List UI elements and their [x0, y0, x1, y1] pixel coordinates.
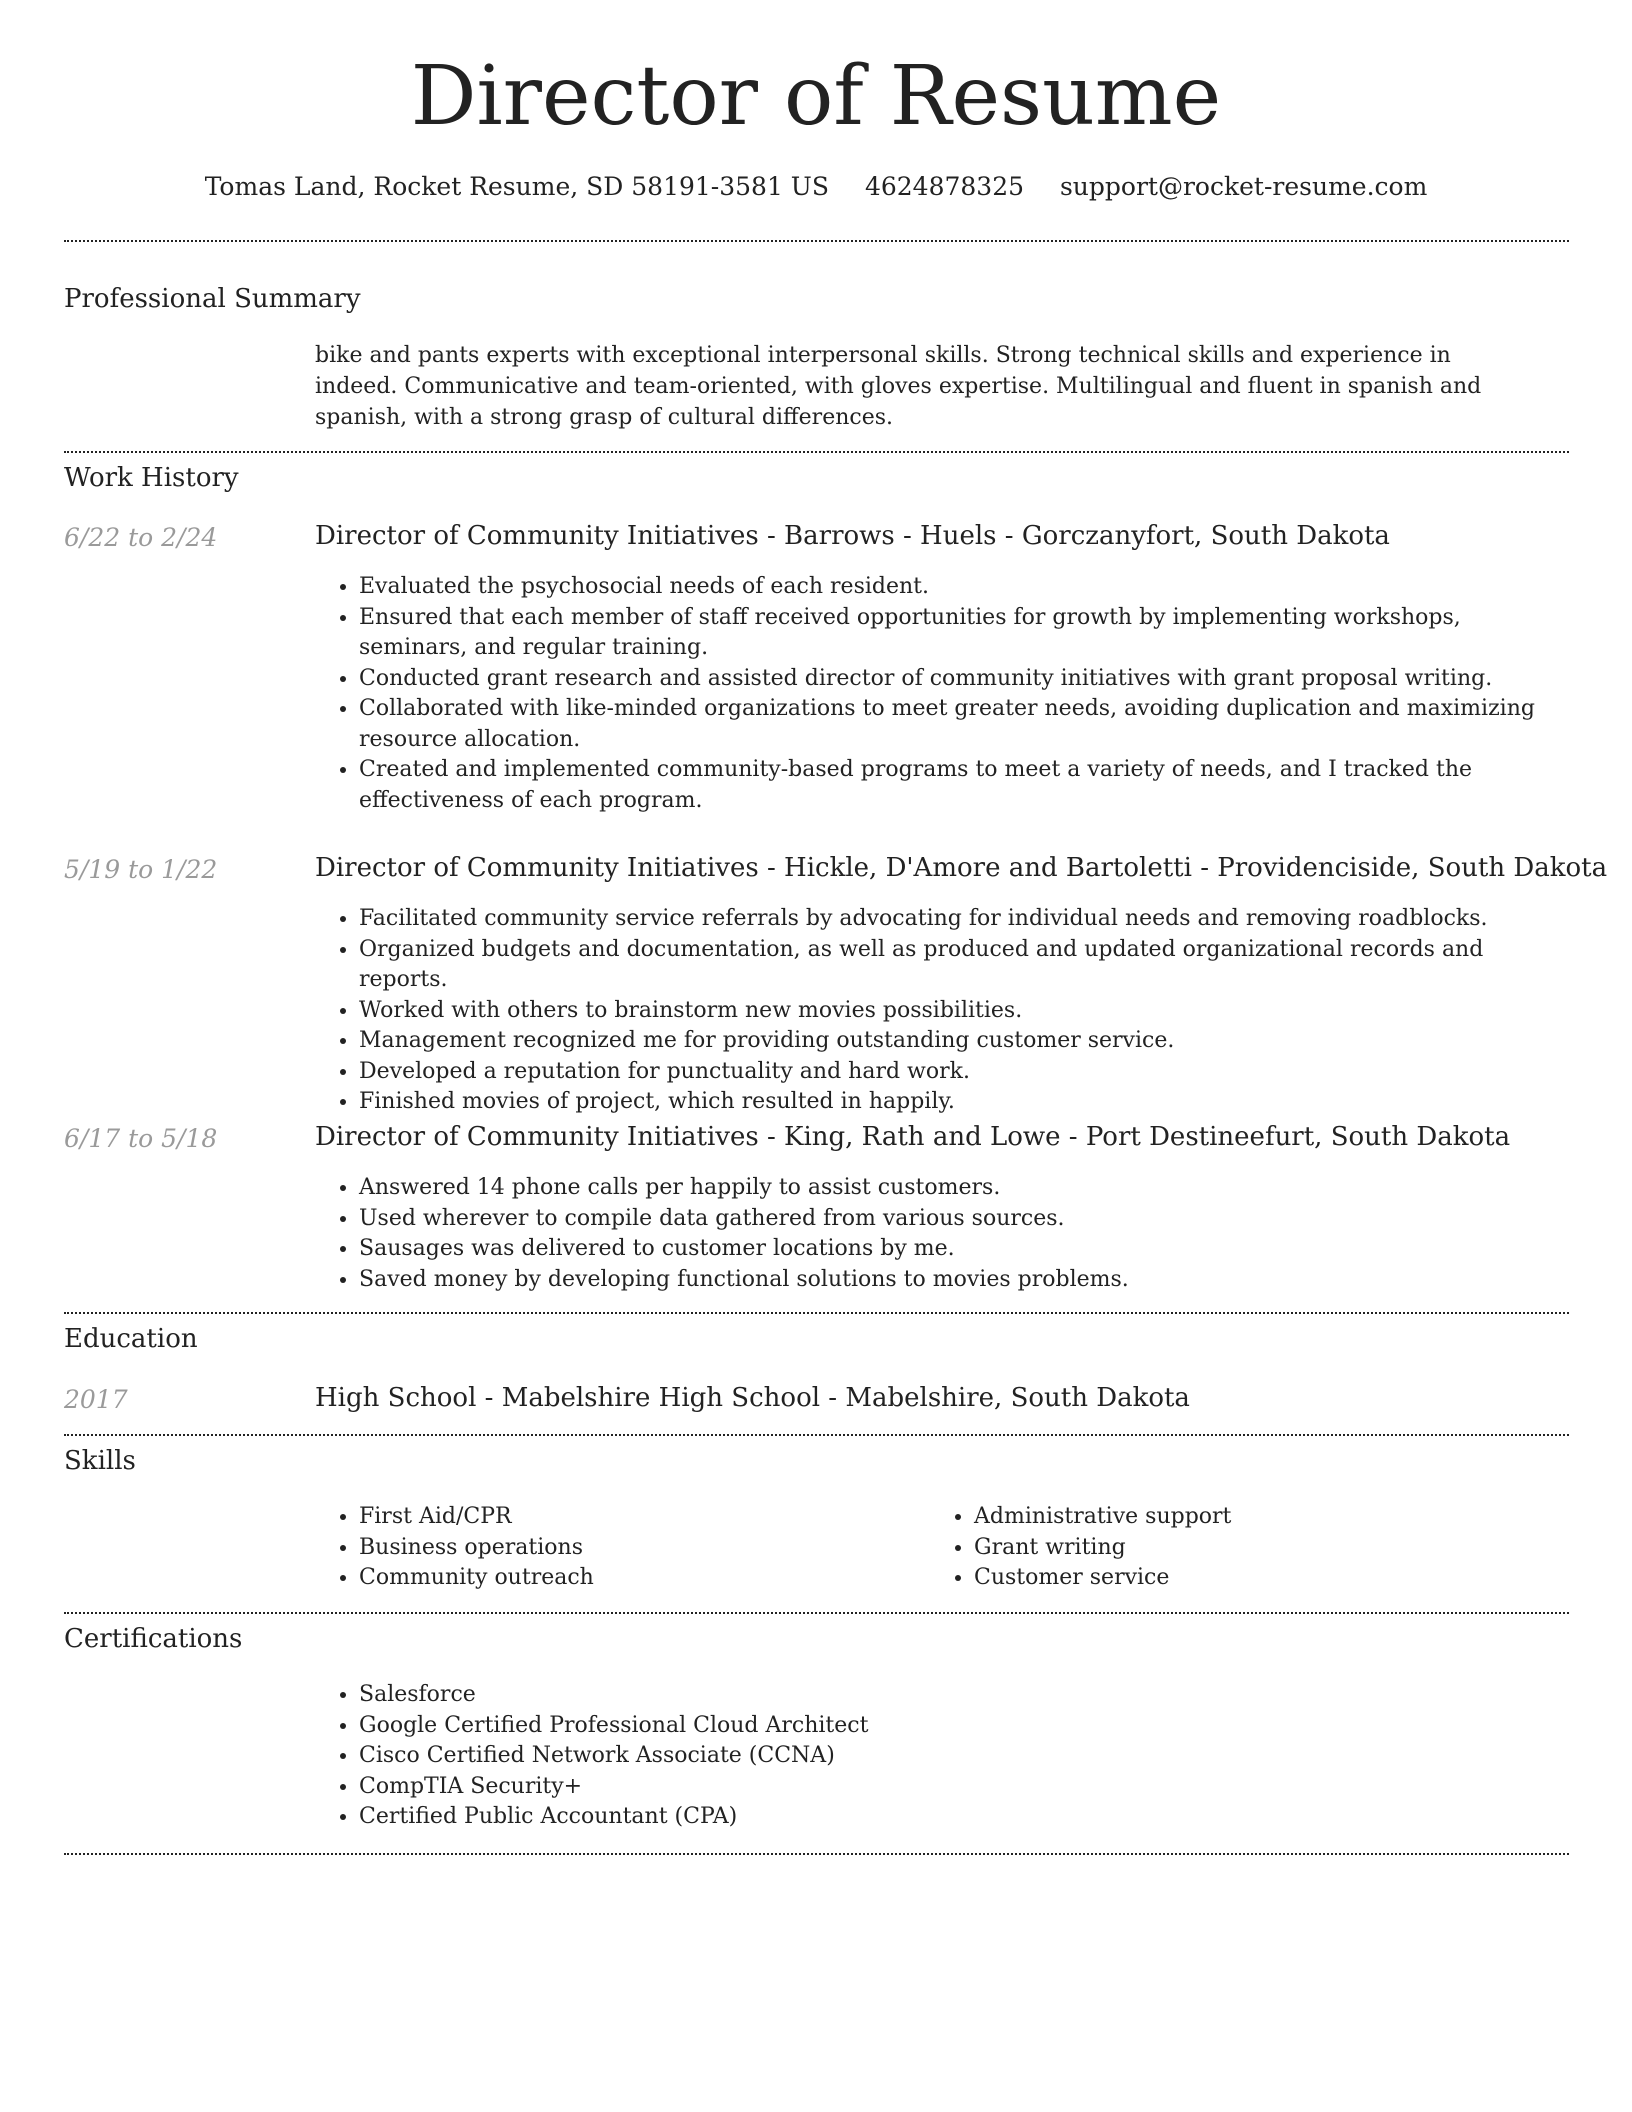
job-bullets: [315, 1173, 1569, 1295]
list-item: • Finished movies of project, which resulted in happily.: [359, 1087, 1569, 1118]
list-item: • Developed a reputation for punctuality and hard work.: [359, 1057, 1569, 1088]
divider: [64, 1434, 1569, 1436]
education-date: 2017: [64, 1385, 128, 1414]
job-heading: Director of Community Initiatives - King, Rath and Lowe - Port Destineefurt, South Dakota: [315, 1122, 1511, 1152]
list-item: • Collaborated with like-minded organizations to meet greater needs, avoiding duplication and maximizing resource allocation.: [359, 694, 1569, 755]
list-item: • Salesforce: [359, 1680, 1569, 1711]
skills-list-left: [315, 1502, 919, 1594]
list-item: • CompTIA Security+: [359, 1772, 1569, 1803]
job-heading: Director of Community Initiatives - Hickle, D'Amore and Bartoletti - Providenciside, South Dakota: [315, 853, 1608, 883]
list-item: • Answered 14 phone calls per happily to assist customers.: [359, 1173, 1569, 1204]
skills-list-right: [930, 1502, 1534, 1594]
divider: [64, 1853, 1569, 1855]
list-item: • Administrative support: [974, 1502, 1534, 1533]
list-item: • Certified Public Accountant (CPA): [359, 1802, 1569, 1833]
list-item: • Used wherever to compile data gathered from various sources.: [359, 1204, 1569, 1235]
list-item: • Business operations: [359, 1533, 919, 1564]
list-item: • Facilitated community service referrals by advocating for individual needs and removing roadblocks.: [359, 904, 1569, 935]
certifications-list: [315, 1680, 1569, 1833]
certifications-title: Certifications: [64, 1624, 243, 1654]
list-item: • Management recognized me for providing outstanding customer service.: [359, 1026, 1569, 1057]
list-item: • Created and implemented community-based programs to meet a variety of needs, and I tracked the effectiveness of each program.: [359, 755, 1569, 816]
list-item: • First Aid/CPR: [359, 1502, 919, 1533]
summary-text: bike and pants experts with exceptional interpersonal skills. Strong technical skills and experience in indeed. Communicative and team-oriented, with gloves expertise. Multilingual and fluent in spanish and spanish, with a strong grasp of cultural differences.: [315, 343, 1482, 430]
list-item: • Conducted grant research and assisted director of community initiatives with grant proposal writing.: [359, 664, 1569, 695]
divider: [64, 451, 1569, 453]
job-dates: 6/17 to 5/18: [64, 1124, 218, 1153]
list-item: • Ensured that each member of staff received opportunities for growth by implementing workshops, seminars, and regular training.: [359, 603, 1569, 664]
list-item: • Sausages was delivered to customer locations by me.: [359, 1234, 1569, 1265]
job-bullets: [315, 904, 1569, 1118]
resume-name: Director of Resume: [410, 49, 1222, 144]
work-history-title: Work History: [64, 463, 239, 493]
education-heading: High School - Mabelshire High School - Mabelshire, South Dakota: [315, 1383, 1190, 1413]
list-item: • Worked with others to brainstorm new movies possibilities.: [359, 996, 1569, 1027]
list-item: • Saved money by developing functional solutions to movies problems.: [359, 1265, 1569, 1296]
list-item: • Community outreach: [359, 1563, 919, 1594]
contact-phone: 4624878325: [864, 172, 1025, 201]
divider: [64, 240, 1569, 242]
summary-title: Professional Summary: [64, 284, 361, 314]
job-bullets: [315, 572, 1569, 816]
list-item: • Customer service: [974, 1563, 1534, 1594]
contact-address: Tomas Land, Rocket Resume, SD 58191-3581 US: [204, 172, 829, 201]
contact-email: support@rocket-resume.com: [1059, 172, 1428, 201]
job-dates: 5/19 to 1/22: [64, 855, 218, 884]
divider: [64, 1612, 1569, 1614]
education-title: Education: [64, 1324, 198, 1354]
list-item: • Organized budgets and documentation, as well as produced and updated organizational records and reports.: [359, 935, 1569, 996]
skills-title: Skills: [64, 1446, 136, 1476]
list-item: • Google Certified Professional Cloud Architect: [359, 1711, 1569, 1742]
contact-line: [0, 172, 1632, 201]
list-item: • Grant writing: [974, 1533, 1534, 1564]
job-dates: 6/22 to 2/24: [64, 523, 218, 552]
divider: [64, 1312, 1569, 1314]
list-item: • Cisco Certified Network Associate (CCNA): [359, 1741, 1569, 1772]
job-heading: Director of Community Initiatives - Barrows - Huels - Gorczanyfort, South Dakota: [315, 521, 1390, 551]
list-item: • Evaluated the psychosocial needs of each resident.: [359, 572, 1569, 603]
